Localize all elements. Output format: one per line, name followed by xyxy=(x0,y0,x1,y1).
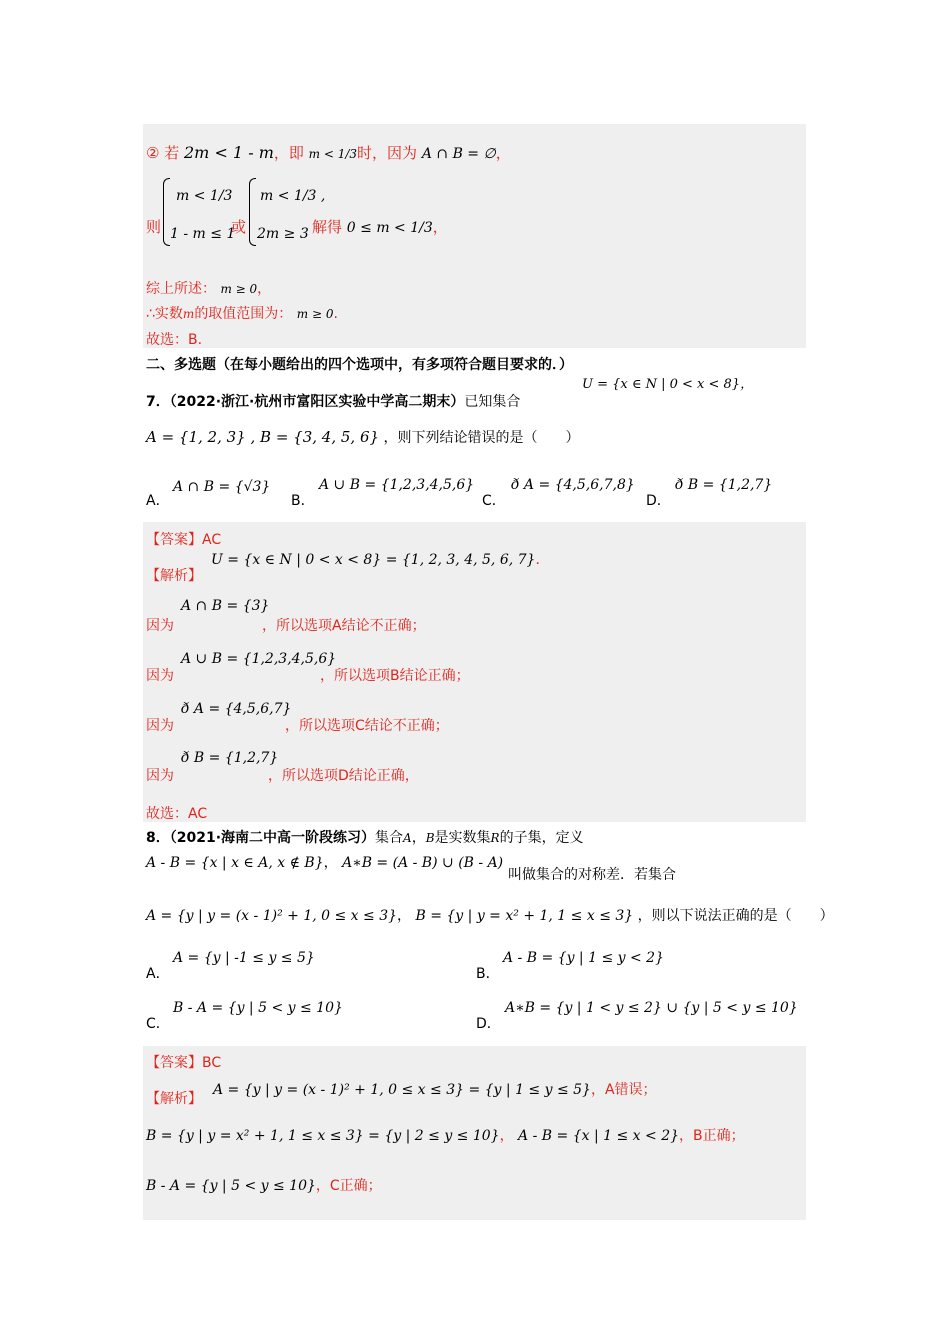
q7-line3-text: ，所以选项C结论不正确； xyxy=(285,718,449,734)
q8-option-b-math: A - B = {y | 1 ≤ y < 2} xyxy=(503,950,664,966)
q8-analysis: 【解析】 xyxy=(146,1091,202,1107)
q7-line2-text: ，所以选项B结论正确； xyxy=(320,668,470,684)
system-1-row2: 1 - m ≤ 1 xyxy=(170,226,236,242)
q8-option-b: B． xyxy=(476,966,500,982)
q7-option-d: D． xyxy=(646,493,671,509)
q7-choose: 故选：AC xyxy=(146,806,208,822)
q7-option-d-math: ð B = {1,2,7} xyxy=(675,477,773,493)
q8-def-line: A - B = {x | x ∈ A, x ∉ B}， A∗B = (A - B) ∪ (B - A) xyxy=(146,855,504,871)
q7-u-set: U = {x ∈ N | 0 < x < 8}， xyxy=(582,377,754,392)
q7-analysis: 【解析】 xyxy=(146,568,202,584)
q7-line2-math: A ∪ B = {1,2,3,4,5,6} xyxy=(181,651,337,667)
q8-option-d-math: A∗B = {y | 1 < y ≤ 2} ∪ {y | 5 < y ≤ 10} xyxy=(505,1000,798,1016)
q7-analysis-u: U = {x ∈ N | 0 < x < 8} = {1, 2, 3, 4, 5, 6, 7}. xyxy=(211,552,540,568)
q8-def-text: 叫做集合的对称差．若集合 xyxy=(508,867,676,883)
q7-line4-text: ，所以选项D结论正确， xyxy=(268,768,419,784)
system-2-brace xyxy=(249,178,256,246)
q8-option-d: D． xyxy=(476,1016,501,1032)
q7-line1-math: A ∩ B = {3} xyxy=(181,598,270,614)
q7-line4-because: 因为 xyxy=(146,768,174,784)
q8-option-c: C． xyxy=(146,1016,170,1032)
q8-option-a: A． xyxy=(146,966,170,982)
q8-option-c-math: B - A = {y | 5 < y ≤ 10} xyxy=(173,1000,343,1016)
q8-answer: 【答案】BC xyxy=(146,1055,222,1071)
q7-option-b-math: A ∪ B = {1,2,3,4,5,6} xyxy=(319,477,475,493)
system-2-row1: m < 1/3 , xyxy=(260,188,326,204)
part1-line1: ② 若 2m < 1 - m，即 m < 1/3时，因为 A ∩ B = ∅， xyxy=(146,143,511,162)
system-1-brace xyxy=(163,178,170,246)
q8-analysis-line2: B = {y | y = x² + 1, 1 ≤ x ≤ 3} = {y | 2 ≤ y ≤ 10}， A - B = {x | 1 ≤ x < 2}，B正确； xyxy=(146,1128,745,1144)
q7-line3-math: ð A = {4,5,6,7} xyxy=(181,701,292,717)
system-2-row2: 2m ≥ 3 xyxy=(257,226,309,242)
q7-line1-text: ，所以选项A结论不正确； xyxy=(262,618,426,634)
or-text: 或 xyxy=(231,218,247,236)
q7-line1-because: 因为 xyxy=(146,618,174,634)
q7-option-a-math: A ∩ B = {√3} xyxy=(173,479,271,495)
q7-option-a: A． xyxy=(146,493,170,509)
q8-option-a-math: A = {y | -1 ≤ y ≤ 5} xyxy=(173,950,315,966)
solve-line: 解得 0 ≤ m < 1/3， xyxy=(312,218,448,236)
q7-line3-because: 因为 xyxy=(146,718,174,734)
q7-sets-line: A = {1, 2, 3} , B = {3, 4, 5, 6} ，则下列结论错误的是（ ） xyxy=(146,428,580,446)
q7-option-b: B． xyxy=(291,493,315,509)
q7-option-c-math: ð A = {4,5,6,7,8} xyxy=(511,477,635,493)
q7-line2-because: 因为 xyxy=(146,668,174,684)
q8-analysis-line3: B - A = {y | 5 < y ≤ 10}，C正确； xyxy=(146,1178,382,1194)
section2-heading: 二、多选题（在每小题给出的四个选项中，有多项符合题目要求的．） xyxy=(146,357,573,373)
summary-line: 综上所述： m ≥ 0， xyxy=(146,281,272,297)
q7-option-c: C． xyxy=(482,493,506,509)
q8-analysis-line1: A = {y | y = (x - 1)² + 1, 0 ≤ x ≤ 3} = {y | 1 ≤ y ≤ 5}，A错误； xyxy=(213,1082,657,1098)
range-line: ∴实数m的取值范围为： m ≥ 0. xyxy=(146,306,338,322)
q7-stem: 7．（2022·浙江·杭州市富阳区实验中学高二期末）已知集合 xyxy=(146,394,521,410)
choose-b: 故选：B. xyxy=(146,332,203,348)
q7-answer: 【答案】AC xyxy=(146,532,222,548)
system-1-row1: m < 1/3 xyxy=(176,188,233,204)
q8-sets-line: A = {y | y = (x - 1)² + 1, 0 ≤ x ≤ 3}， B = {y | y = x² + 1, 1 ≤ x ≤ 3} ，则以下说法正确的是（ ） xyxy=(146,908,834,924)
q7-line4-math: ð B = {1,2,7} xyxy=(181,750,279,766)
q8-stem: 8．（2021·海南二中高一阶段练习）集合A，B是实数集R的子集，定义 xyxy=(146,830,584,846)
part1-line2-ze: 则 xyxy=(146,218,162,236)
